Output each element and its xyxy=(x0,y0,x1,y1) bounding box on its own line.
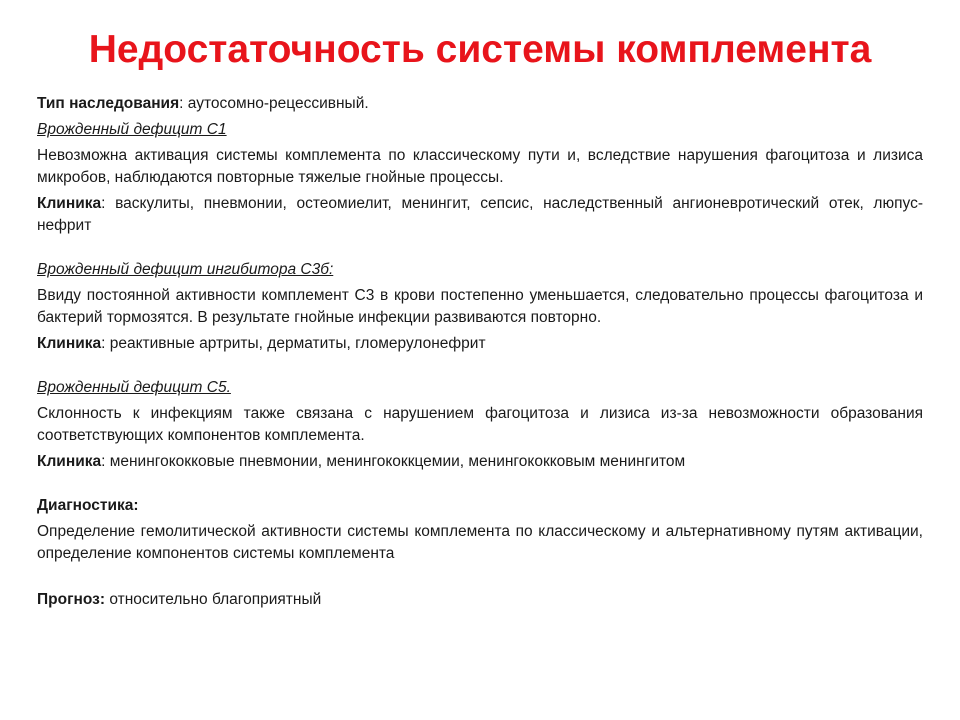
diagnostics-heading xyxy=(37,495,923,517)
c5-clinic-text: : менингококковые пневмонии, менингококкцемии, менингококковым менингитом xyxy=(101,453,686,470)
c3b-subtitle: Врожденный дефицит ингибитора С3б: xyxy=(37,261,334,278)
diagnostics-label: Диагностика: xyxy=(37,497,139,514)
page-title: Недостаточность системы комплемента xyxy=(88,28,872,71)
spacer xyxy=(37,359,923,377)
c5-clinic xyxy=(37,451,923,473)
inheritance-label: Тип наследования xyxy=(37,95,180,112)
c1-clinic xyxy=(37,193,923,237)
inheritance-value: : аутосомно-рецессивный. xyxy=(179,95,369,112)
prognosis-text: относительно благоприятный xyxy=(105,591,322,608)
c5-clinic-label: Клиника xyxy=(37,453,102,470)
c5-text: Склонность к инфекциям также связана с нарушением фагоцитоза и лизиса из-за невозможности образования соответствующих компонентов комплемента. xyxy=(37,405,923,444)
c3b-text: Ввиду постоянной активности комплемент С3 в крови постепенно уменьшается, следовательно процессы фагоцитоза и бактерий тормозятся. В результате гнойные инфекции развиваются повторно. xyxy=(37,287,923,326)
c3b-clinic-label: Клиника xyxy=(37,335,102,352)
c1-clinic-text: : васкулиты, пневмонии, остеомиелит, менингит, сепсис, наследственный ангионевротический отек, люпус-нефрит xyxy=(37,195,923,234)
c1-text: Невозможна активация системы комплемента по классическому пути и, вследствие нарушения фагоцитоза и лизиса микробов, наблюдаются повторные тяжелые гнойные процессы. xyxy=(37,147,923,186)
c1-subtitle: Врожденный дефицит С1 xyxy=(37,121,227,138)
c1-clinic-label: Клиника xyxy=(37,195,102,212)
spacer xyxy=(37,477,923,495)
c3b-clinic xyxy=(37,333,923,355)
c5-subtitle: Врожденный дефицит С5. xyxy=(37,379,231,396)
spacer xyxy=(37,241,923,259)
spacer xyxy=(37,569,923,589)
prognosis-line xyxy=(37,589,923,611)
prognosis-label: Прогноз: xyxy=(37,591,106,608)
inheritance-line xyxy=(37,93,923,115)
diagnostics-text: Определение гемолитической активности системы комплемента по классическому и альтернативному путям активации, определение компонентов системы комплемента xyxy=(37,523,923,562)
slide-content xyxy=(37,93,923,615)
c3b-clinic-text: : реактивные артриты, дерматиты, гломерулонефрит xyxy=(101,335,486,352)
